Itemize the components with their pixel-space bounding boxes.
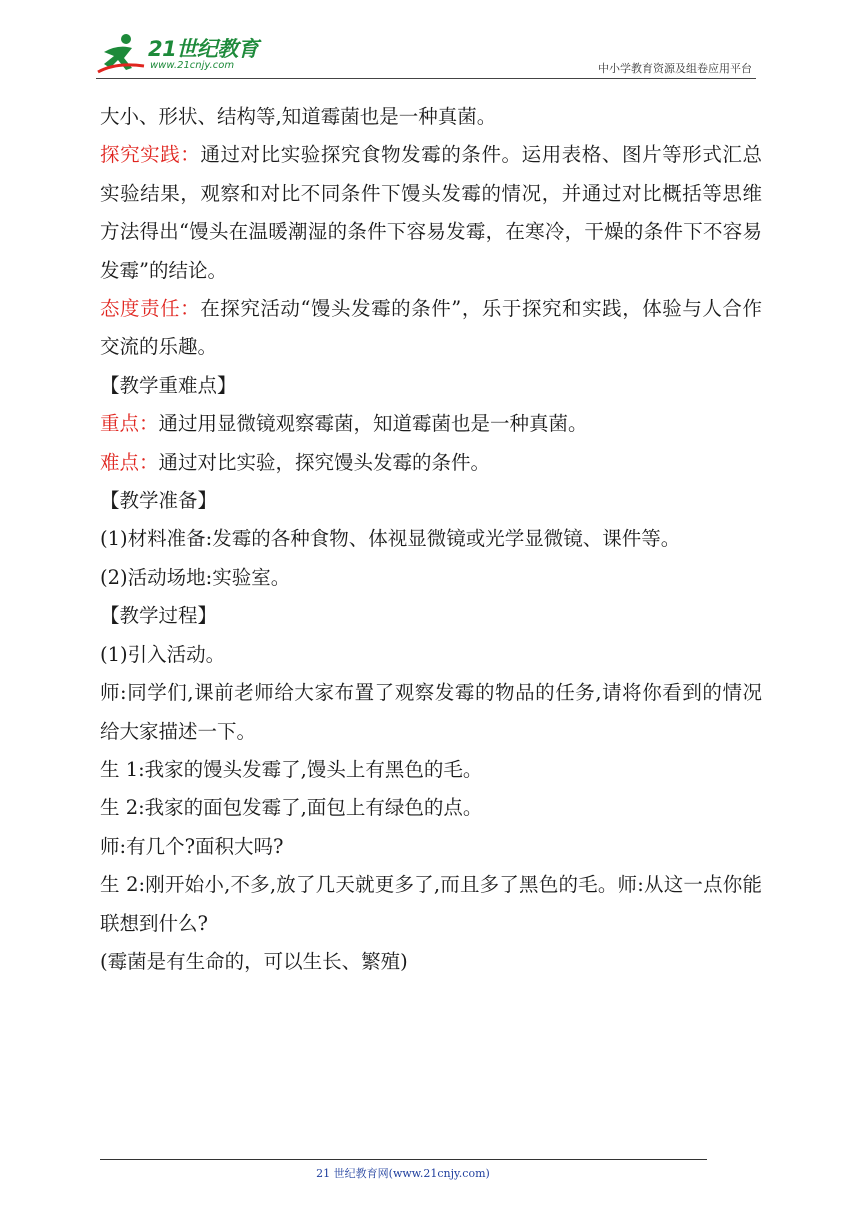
para-text: 生 2:我家的面包发霉了,面包上有绿色的点。 xyxy=(100,796,483,820)
logo-url: www.21cnjy.com xyxy=(150,60,235,71)
header-tagline: 中小学教育资源及组卷应用平台 xyxy=(598,62,752,75)
logo-text: 21世纪教育 xyxy=(148,37,259,61)
paragraph xyxy=(100,866,762,943)
para-text: (霉菌是有生命的，可以生长、繁殖) xyxy=(100,949,408,973)
para-text: 通过用显微镜观察霉菌，知道霉菌也是一种真菌。 xyxy=(158,412,588,436)
logo xyxy=(96,30,266,76)
para-text: 大小、形状、结构等,知道霉菌也是一种真菌。 xyxy=(100,105,497,128)
para-text: 在探究活动“馒头发霉的条件”，乐于探究和实践，体验与人合作交流的乐趣。 xyxy=(100,297,762,359)
paragraph xyxy=(100,789,762,827)
paragraph xyxy=(100,828,762,866)
para-label: 难点： xyxy=(100,450,159,474)
paragraph xyxy=(100,636,762,674)
section-heading xyxy=(100,597,762,635)
para-label: 态度责任： xyxy=(100,297,201,321)
para-text: (1)材料准备:发霉的各种食物、体视显微镜或光学显微镜、课件等。 xyxy=(100,527,681,551)
paragraph xyxy=(100,943,762,981)
para-label: 重点： xyxy=(100,412,159,436)
paragraph xyxy=(100,444,762,482)
paragraph xyxy=(100,559,762,597)
footer-text: 21 世纪教育网(www.21cnjy.com) xyxy=(316,1167,490,1180)
para-text: 通过对比实验探究食物发霉的条件。运用表格、图片等形式汇总实验结果，观察和对比不同条件下馒头发霉的情况，并通过对比概括等思维方法得出“馒头在温暖潮湿的条件下容易发霉，在寒冷，干燥的条件下不容易发霉”的结论。 xyxy=(100,143,762,282)
para-text: 生 2:刚开始小,不多,放了几天就更多了,而且多了黑色的毛。师:从这一点你能联想到什么? xyxy=(100,873,762,935)
para-text: 【教学重难点】 xyxy=(100,373,237,397)
paragraph xyxy=(100,751,762,789)
para-label: 探究实践： xyxy=(100,143,201,167)
paragraph xyxy=(100,98,762,136)
paragraph xyxy=(100,674,762,751)
para-text: (1)引入活动。 xyxy=(100,642,226,666)
page-header xyxy=(96,30,756,79)
para-text: 师:有几个?面积大吗? xyxy=(100,834,284,858)
para-text: 【教学准备】 xyxy=(100,489,218,513)
paragraph xyxy=(100,520,762,558)
document-body xyxy=(100,98,762,981)
para-text: 师:同学们,课前老师给大家布置了观察发霉的物品的任务,请将你看到的情况给大家描述一下。 xyxy=(100,681,762,743)
runner-logo-icon xyxy=(96,32,146,74)
footer-divider xyxy=(100,1159,707,1160)
paragraph xyxy=(100,405,762,443)
paragraph xyxy=(100,290,762,367)
para-text: (2)活动场地:实验室。 xyxy=(100,565,291,589)
paragraph xyxy=(100,136,762,290)
para-text: 【教学过程】 xyxy=(100,604,218,628)
para-text: 生 1:我家的馒头发霉了,馒头上有黑色的毛。 xyxy=(100,757,483,781)
section-heading xyxy=(100,482,762,520)
section-heading xyxy=(100,367,762,405)
para-text: 通过对比实验，探究馒头发霉的条件。 xyxy=(158,450,491,474)
